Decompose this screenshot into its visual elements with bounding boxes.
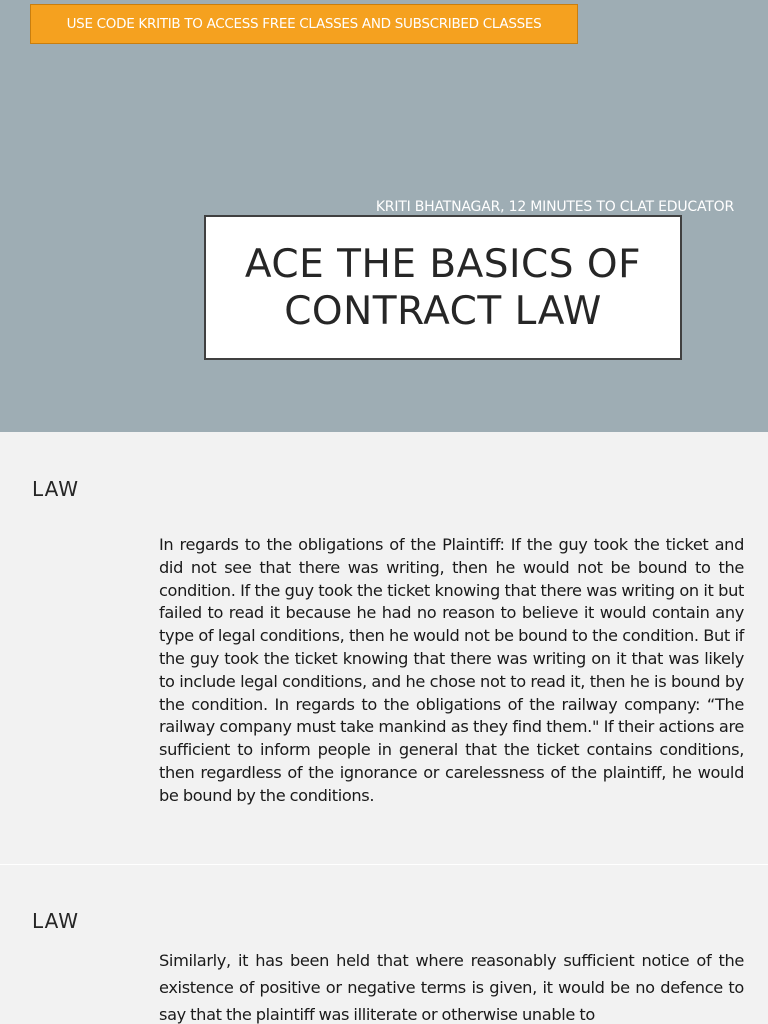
slide-heading: LAW: [32, 909, 79, 933]
content-slide-law-2: [0, 865, 768, 1024]
slide-body-text: Similarly, it has been held that where reasonably sufficient notice of the existence of positive or negative terms is given, it would be no defence to say that the plaintiff was illiterate or otherwise unable to: [159, 951, 744, 1024]
presentation-title: ACE THE BASICS OF CONTRACT LAW: [244, 241, 642, 334]
title-box: [204, 215, 682, 360]
title-slide: [0, 0, 768, 432]
promo-code-banner[interactable]: [30, 4, 578, 44]
presenter-credit: KRITI BHATNAGAR, 12 MINUTES TO CLAT EDUCATOR: [375, 199, 734, 215]
content-slide-law-1: [0, 432, 768, 865]
slide-body-text: In regards to the obligations of the Plaintiff: If the guy took the ticket and did not see that there was writing, then he would not be bound to the condition. If the guy took the ticket knowing that there was writing on it but failed to read it because he had no reason to believe it would contain any type of legal conditions, then he would not be bound to the condition. But if the guy took the ticket knowing that there was writing on it that was likely to include legal conditions, and he chose not to read it, then he is bound by the condition. In regards to the obligations of the railway company: “The railway company must take mankind as they find them." If their actions are sufficient to inform people in general that the ticket contains conditions, then regardless of the ignorance or carelessness of the plaintiff, he would be bound by the conditions.: [159, 535, 744, 805]
promo-code-text: USE CODE KRITIB TO ACCESS FREE CLASSES AND SUBSCRIBED CLASSES: [66, 16, 542, 32]
slide-heading: LAW: [32, 477, 79, 501]
